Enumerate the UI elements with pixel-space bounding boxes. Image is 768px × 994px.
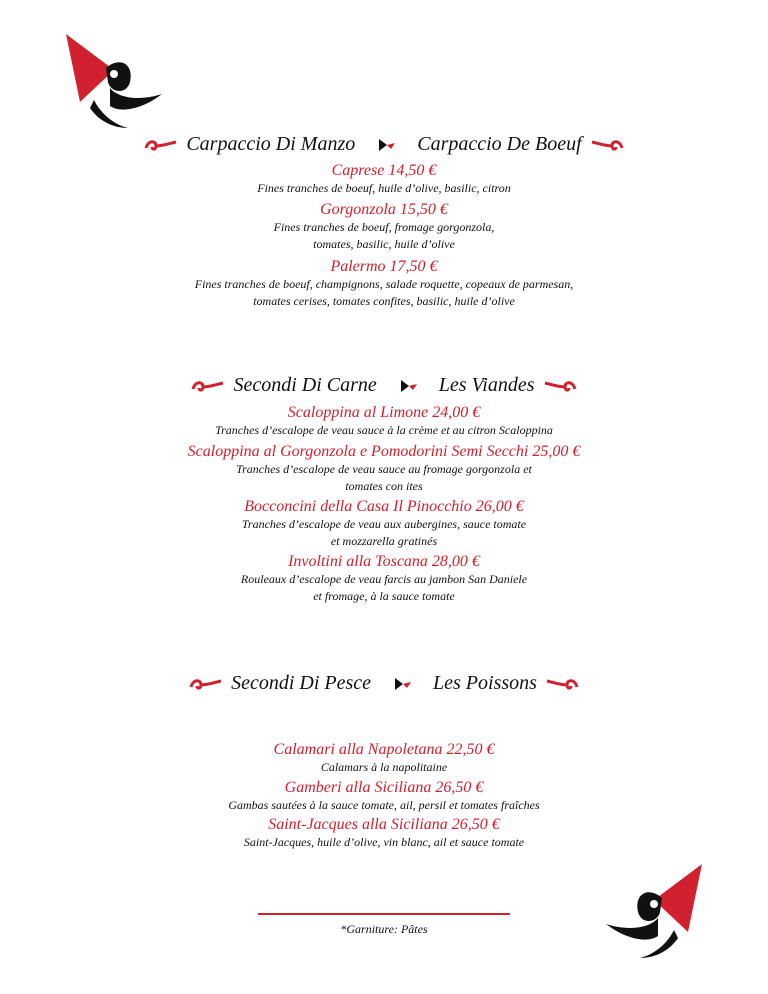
dish-description: tomates, basilic, huile d’olive	[313, 237, 455, 251]
dish-description: et mozzarella gratinés	[330, 534, 438, 548]
right-scroll-ornament-icon	[545, 675, 579, 693]
small-bird-icon	[397, 378, 419, 394]
dish-description: Gambas sautées à la sauce tomate, ail, persil et tomates fraîches	[228, 798, 540, 812]
menu-item	[0, 162, 768, 197]
section-title-fr: Les Poissons	[433, 672, 537, 694]
garnish-footnote: *Garniture: Pâtes	[340, 922, 428, 936]
dish-name: Palermo 17,50 €	[330, 258, 438, 275]
left-scroll-ornament-icon	[144, 136, 178, 154]
dish-description: Tranches d’escalope de veau sauce à la crème et au citron Scaloppina	[215, 423, 553, 437]
menu-item	[0, 258, 768, 310]
menu-item	[0, 553, 768, 605]
section-title-fr: Les Viandes	[438, 374, 535, 396]
dish-description: Fines tranches de boeuf, fromage gorgonzola,	[273, 220, 495, 234]
dish-description: Tranches d’escalope de veau sauce au fromage gorgonzola et	[236, 462, 532, 476]
section-header-viandes	[0, 374, 768, 397]
left-scroll-ornament-icon	[191, 377, 225, 395]
menu-item	[0, 741, 768, 776]
dish-name: Saint-Jacques alla Siciliana 26,50 €	[268, 816, 500, 833]
dish-description: Saint-Jacques, huile d’olive, vin blanc, ail et sauce tomate	[243, 835, 525, 849]
dish-name: Gorgonzola 15,50 €	[320, 201, 448, 218]
section-title-it: Secondi Di Pesce	[231, 672, 372, 694]
menu-item	[0, 443, 768, 495]
dish-description: Tranches d’escalope de veau aux aubergines, sauce tomate	[241, 517, 527, 531]
menu-item	[0, 816, 768, 851]
pinocchio-bird-logo-bottom	[598, 860, 710, 960]
dish-name: Calamari alla Napoletana 22,50 €	[273, 741, 495, 758]
dish-name: Scaloppina al Limone 24,00 €	[287, 404, 481, 421]
dish-description: Calamars à la napolitaine	[320, 760, 448, 774]
right-scroll-ornament-icon	[590, 136, 624, 154]
dish-description: tomates con ites	[345, 479, 423, 493]
footer-divider	[258, 913, 510, 915]
dish-description: tomates cerises, tomates confites, basilic, huile d’olive	[253, 294, 515, 308]
dish-name: Bocconcini della Casa Il Pinocchio 26,00 €	[244, 498, 524, 515]
dish-name: Gamberi alla Siciliana 26,50 €	[284, 779, 484, 796]
section-title-fr: Carpaccio De Boeuf	[417, 133, 582, 155]
dish-description: Fines tranches de boeuf, champignons, salade roquette, copeaux de parmesan,	[194, 277, 574, 291]
menu-item	[0, 404, 768, 439]
section-header-carpaccio	[0, 133, 768, 156]
menu-item	[0, 201, 768, 253]
right-scroll-ornament-icon	[543, 377, 577, 395]
section-title-it: Carpaccio Di Manzo	[186, 133, 356, 155]
dish-name: Scaloppina al Gorgonzola e Pomodorini Semi Secchi 25,00 €	[187, 443, 581, 460]
left-scroll-ornament-icon	[189, 675, 223, 693]
dish-description: Fines tranches de boeuf, huile d’olive, basilic, citron	[257, 181, 511, 195]
dish-description: et fromage, à la sauce tomate	[313, 589, 455, 603]
pinocchio-bird-logo	[58, 30, 170, 130]
section-header-poissons	[0, 672, 768, 695]
menu-item	[0, 498, 768, 550]
section-title-it: Secondi Di Carne	[233, 374, 377, 396]
small-bird-icon	[375, 137, 397, 153]
dish-name: Involtini alla Toscana 28,00 €	[288, 553, 480, 570]
dish-description: Rouleaux d’escalope de veau farcis au jambon San Daniele	[240, 572, 528, 586]
small-bird-icon	[391, 676, 413, 692]
menu-item	[0, 779, 768, 814]
dish-name: Caprese 14,50 €	[331, 162, 437, 179]
